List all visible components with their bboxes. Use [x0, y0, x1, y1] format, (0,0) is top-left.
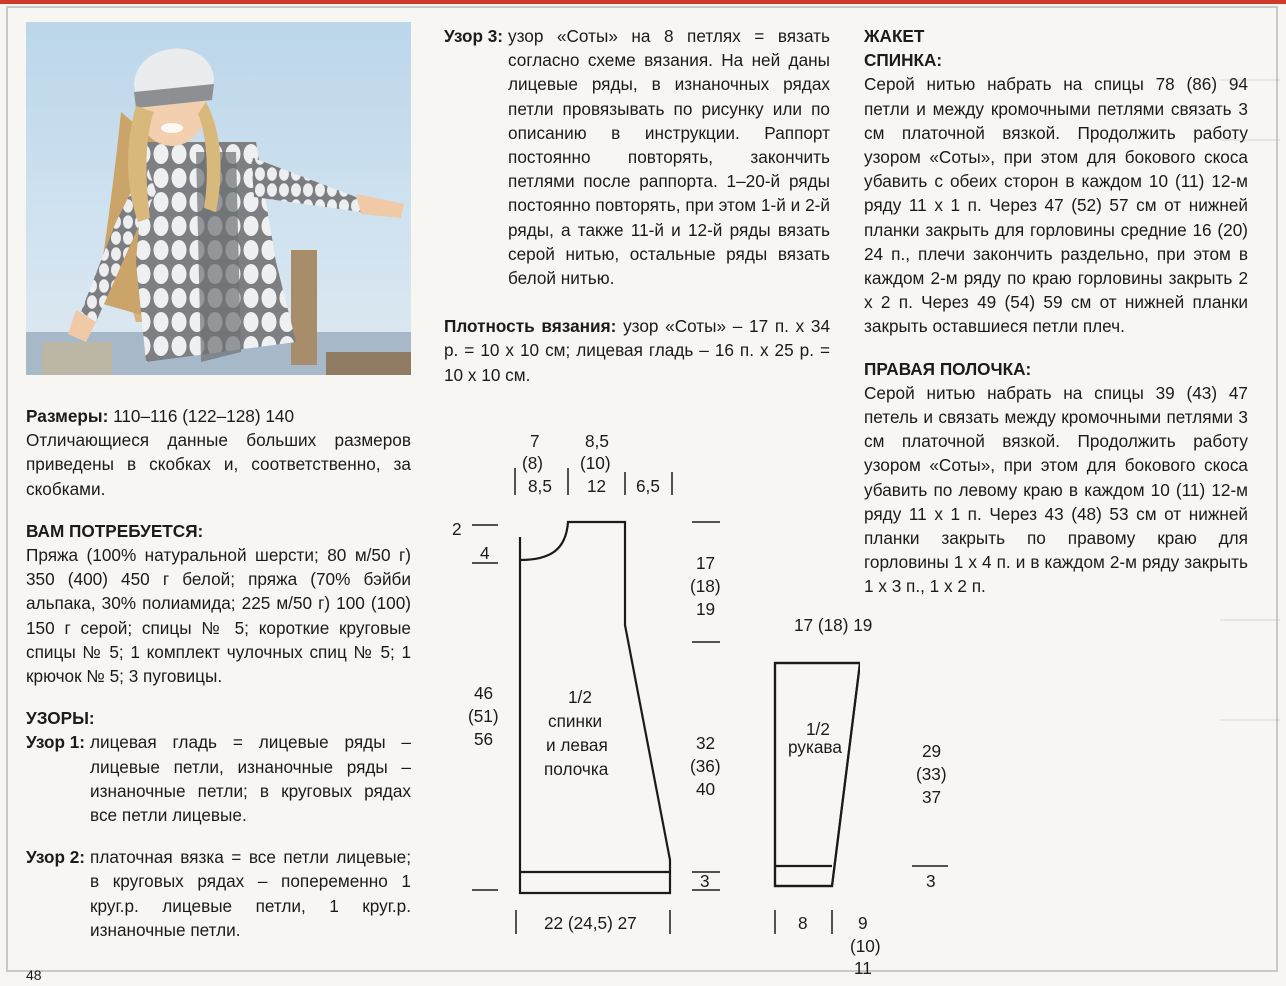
- materials-heading: ВАМ ПОТРЕБУЕТСЯ:: [26, 520, 204, 541]
- dim-top-b2: (10): [580, 453, 611, 473]
- gauge-paragraph: [444, 314, 830, 387]
- dim-right-17: 17: [696, 553, 716, 573]
- dim-top-a2: (8): [522, 453, 544, 473]
- schematic-lines: [440, 420, 860, 980]
- sizes-label: Размеры:: [26, 406, 109, 426]
- dim-top-a: 7: [530, 431, 540, 451]
- dim-neck-2: 2: [452, 519, 462, 539]
- dim-hem-3: 3: [700, 871, 710, 891]
- dim-sleeve-top: 17 (18) 19: [794, 615, 873, 635]
- dim-sleeve-8: 8: [798, 913, 808, 933]
- dim-sleeve-9: 9: [858, 913, 868, 933]
- dim-height-51: (51): [468, 706, 499, 726]
- dim-top-b3: 12: [587, 476, 607, 496]
- body-label-3: и левая: [546, 735, 608, 755]
- dim-sleeve-hem-3: 3: [926, 871, 936, 891]
- gauge-label: Плотность вязания:: [444, 316, 617, 337]
- front-text: Серой нитью набрать на спицы 39 (43) 47 петель и связать между кромочными петлями 3 см платочной вязкой. Продолжить работу узором «Соты», при этом для бокового скоса убавить по левому краю в каждом 10 (11) 12-м ряду 11 х 1 п. Через 43 (48) 53 см от нижней планки закрыть по правому краю для горловины 1 х 4 п. и в каждом 2-м ряду закрыть 1 х 3 п., 1 х 2 п.: [864, 382, 1248, 597]
- sizes-paragraph: [26, 404, 411, 428]
- pattern-2: [26, 845, 411, 942]
- dim-top-b: 8,5: [585, 431, 609, 451]
- sleeve-label-2: рукава: [788, 737, 842, 757]
- dim-top-c: 6,5: [636, 476, 660, 496]
- body-label-2: спинки: [548, 711, 603, 731]
- sizes-note: Отличающиеся данные больших размеров приведены в скобках и, соответственно, за скобками.: [26, 430, 411, 499]
- pattern-2-text: платочная вязка = все петли лицевые; в круговых рядах – попеременно 1 круг.р. лицевые петли, 1 круг.р. изнаночные петли.: [90, 847, 411, 940]
- dim-height-46: 46: [474, 683, 494, 703]
- dim-sleeve-37: 37: [922, 787, 942, 807]
- dim-bottom-width: 22 (24,5) 27: [544, 913, 637, 933]
- dim-sleeve-33: (33): [916, 764, 947, 784]
- gauge-text: узор «Соты» – 17 п. х 34 р. = 10 х 10 см; лицевая гладь – 16 п. х 25 р. = 10 х 10 см.: [444, 316, 831, 385]
- dim-height-56: 56: [474, 729, 494, 749]
- pattern-3-text: узор «Соты» на 8 петлях = вязать согласно схеме вязания. На ней даны лицевые ряды, в изнаночных рядах петли провязывать по рисунку или по описанию в инструкции. Раппорт постоянно повторять, закончить петлями после раппорта. 1–20-й ряды постоянно повторять, при этом 1-й и 2-й ряды, а также 11-й и 12-й ряды вязать серой нитью, остальные ряды вязать белой нитью.: [508, 26, 830, 289]
- patterns-heading: УЗОРЫ:: [26, 708, 95, 729]
- dim-sleeve-11: 11: [854, 958, 872, 978]
- front-heading: ПРАВАЯ ПОЛОЧКА:: [864, 358, 1032, 379]
- pattern-1: [26, 730, 411, 827]
- jacket-heading: ЖАКЕТ: [864, 26, 925, 46]
- pattern-3: [444, 24, 830, 290]
- bleed-through-texture: [1220, 20, 1280, 960]
- back-heading: СПИНКА:: [864, 50, 943, 71]
- dim-right-18: (18): [690, 576, 721, 596]
- middle-column: [444, 24, 830, 387]
- sizes-value: 110–116 (122–128) 140: [108, 406, 295, 426]
- pattern-2-label: Узор 2:: [26, 847, 86, 868]
- sleeve-label-1: 1/2: [806, 719, 830, 739]
- materials-text: Пряжа (100% натуральной шерсти; 80 м/50 г) 350 (400) 450 г белой; пряжа (70% бэйби альпака, 30% полиамида; 225 м/50 г) 100 (100) 150 г серой; спицы № 5; короткие круговые спицы № 5; 1 комплект чулочных спиц № 5; 1 крючок № 5; 3 пуговицы.: [26, 545, 411, 687]
- page-number: 48: [26, 967, 42, 983]
- back-text: Серой нитью набрать на спицы 78 (86) 94 петли и между кромочными петлями связать 3 см платочной вязкой. Продолжить работу узором «Соты», при этом для бокового скоса убавить с обеих сторон в каждом 10 (11) 12-м ряду 11 х 1 п. Через 47 (52) 57 см от нижней планки закрыть для горловины средние 16 (20) 24 п., плечи закончить раздельно, при этом в каждом 2-м ряду по краю горловины закрыть 2 х 2 п. Через 49 (54) 59 см от нижней планки закрыть оставшиеся петли плеч.: [864, 74, 1248, 337]
- top-red-rule: [0, 0, 1286, 4]
- dim-sleeve-29: 29: [922, 741, 942, 761]
- dim-top-a3: 8,5: [528, 476, 552, 496]
- left-column: [26, 404, 411, 942]
- bleed-lines: [1220, 20, 1280, 960]
- photo-illustration: [26, 22, 411, 375]
- body-label-4: полочка: [544, 759, 609, 779]
- body-label-1: 1/2: [568, 687, 592, 707]
- dim-sleeve-10: (10): [850, 936, 881, 956]
- photo-girl-in-jacket: [26, 22, 411, 375]
- right-column: [864, 24, 1248, 599]
- dim-right-19: 19: [696, 599, 716, 619]
- pattern-1-text: лицевая гладь = лицевые ряды – лицевые петли, изнаночные ряды – изнаночные петли; в круговых рядах все петли лицевые.: [90, 732, 411, 826]
- dim-neck-4: 4: [480, 543, 490, 563]
- pattern-1-label: Узор 1:: [26, 732, 86, 753]
- dim-side-32: 32: [696, 733, 716, 753]
- dim-side-36: (36): [690, 756, 721, 776]
- dim-side-40: 40: [696, 779, 716, 799]
- sleeve-hem-tick: [912, 862, 952, 892]
- pattern-3-label: Узор 3:: [444, 26, 504, 46]
